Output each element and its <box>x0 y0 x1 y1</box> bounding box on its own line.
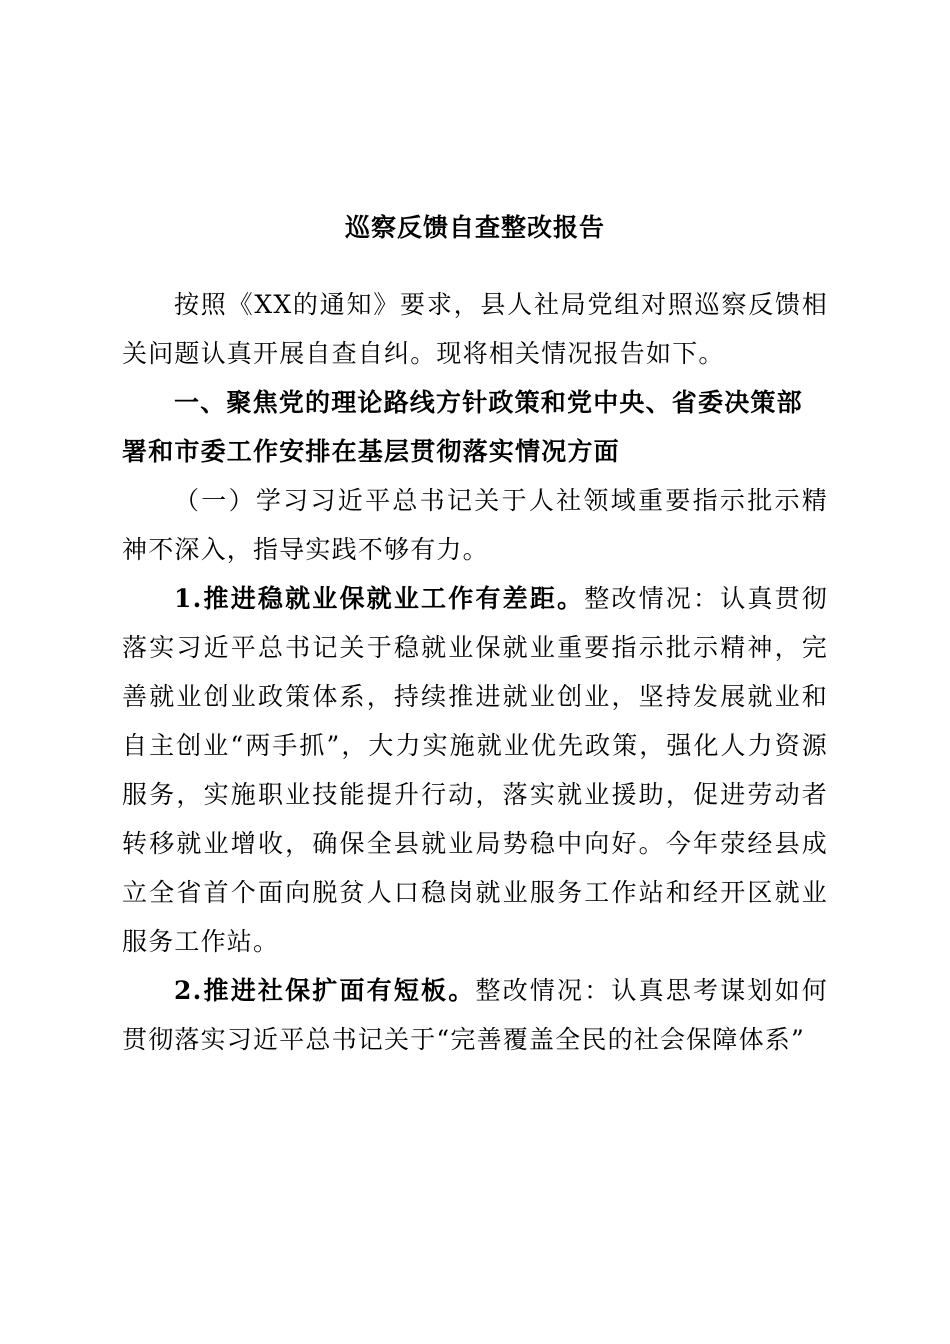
subsection-paragraph-1: （一）学习习近平总书记关于人社领域重要指示批示精神不深入，指导实践不够有力。 <box>122 486 828 564</box>
section-heading-1: 一、聚焦党的理论路线方针政策和党中央、省委决策部署和市委工作安排在基层贯彻落实情况方面 <box>122 388 803 466</box>
item-1-lead: 1.推进稳就业保就业工作有差距。 <box>174 584 585 613</box>
document-title: 巡察反馈自查整改报告 <box>344 213 605 242</box>
item-paragraph-1 <box>122 574 828 966</box>
item-2-lead: 2.推进社保扩面有短板。 <box>174 976 476 1005</box>
document-body <box>122 280 828 1064</box>
item-2-body: 整改情况：认真思考谋划如何贯彻落实习近平总书记关于“完善覆盖全民的社会保障体系” <box>122 976 828 1054</box>
item-paragraph-2 <box>122 966 828 1064</box>
item-1-body: 整改情况：认真贯彻落实习近平总书记关于稳就业保就业重要指示批示精神，完善就业创业政策体系，持续推进就业创业，坚持发展就业和自主创业“两手抓”，大力实施就业优先政策，强化人力资源服务，实施职业技能提升行动，落实就业援助，促进劳动者转移就业增收，确保全县就业局势稳中向好。今年荥经县成立全省首个面向脱贫人口稳岗就业服务工作站和经开区就业服务工作站。 <box>122 584 828 956</box>
intro-paragraph: 按照《XX的通知》要求，县人社局党组对照巡察反馈相关问题认真开展自查自纠。现将相关情况报告如下。 <box>122 290 828 368</box>
